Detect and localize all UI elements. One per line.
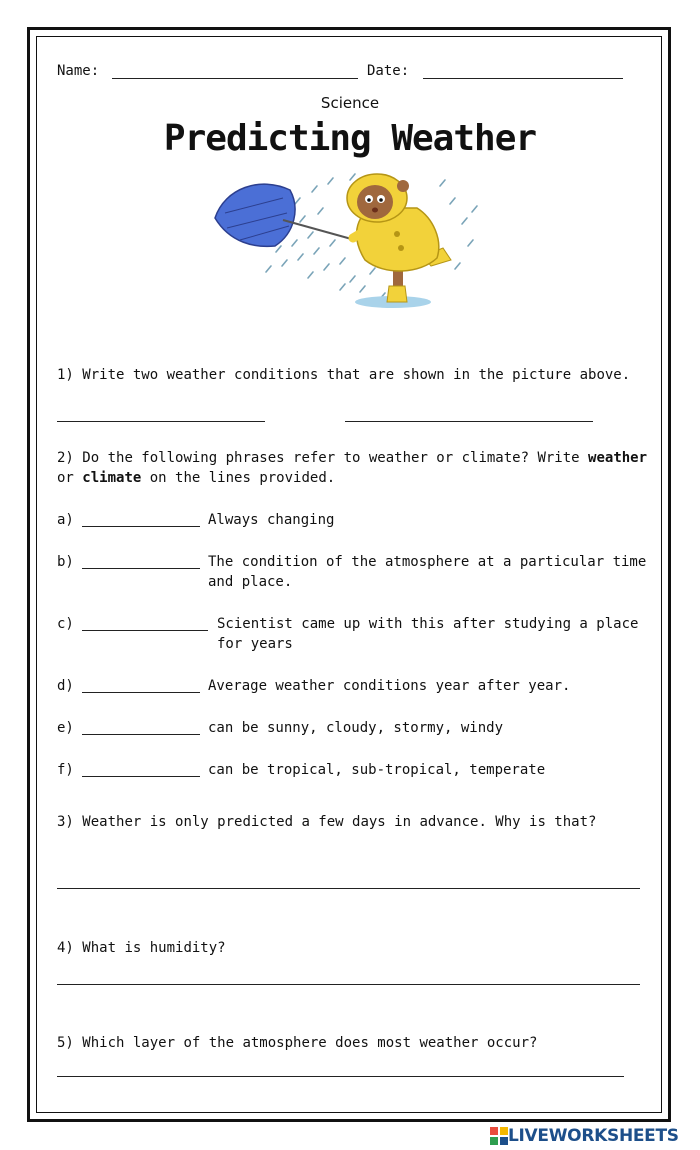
question-4-number: 4) (57, 940, 74, 956)
question-2-keyword-weather: weather (588, 450, 648, 466)
item-e-answer-line[interactable] (82, 734, 200, 735)
question-3-number: 3) (57, 814, 74, 830)
item-c-text-cont: for years (217, 636, 293, 652)
question-2-line-2 (57, 468, 335, 488)
item-d-text: Average weather conditions year after year. (208, 678, 571, 694)
question-1-number: 1) (57, 367, 74, 383)
date-label: Date: (367, 63, 410, 79)
question-3 (57, 812, 596, 832)
question-2-number: 2) (57, 450, 74, 466)
question-4-text: What is humidity? (82, 940, 226, 956)
question-2-keyword-climate: climate (82, 470, 142, 486)
question-5-answer-line[interactable] (57, 1076, 624, 1077)
question-3-answer-line[interactable] (57, 888, 640, 889)
item-a-letter: a) (57, 512, 74, 528)
item-c-letter: c) (57, 616, 74, 632)
question-5 (57, 1033, 537, 1053)
item-c-answer-line[interactable] (82, 630, 208, 631)
date-answer-line[interactable] (423, 78, 623, 79)
item-c-text: Scientist came up with this after studying a place (217, 616, 639, 632)
question-4 (57, 938, 226, 958)
item-d-answer-line[interactable] (82, 692, 200, 693)
question-2 (57, 448, 647, 468)
item-a-text: Always changing (208, 512, 335, 528)
item-b-answer-line[interactable] (82, 568, 200, 569)
page-title: Predicting Weather (163, 118, 537, 159)
question-2-text-end: on the lines provided. (149, 470, 336, 486)
liveworksheets-logo-icon (490, 1127, 508, 1145)
name-label: Name: (57, 63, 100, 79)
question-5-number: 5) (57, 1035, 74, 1051)
question-4-answer-line[interactable] (57, 984, 640, 985)
question-1-answer-line-1[interactable] (57, 421, 265, 422)
subject-label: Science (320, 94, 380, 112)
question-3-text: Weather is only predicted a few days in advance. Why is that? (82, 814, 597, 830)
weather-illustration-icon (205, 168, 495, 313)
name-answer-line[interactable] (112, 78, 358, 79)
item-f-letter: f) (57, 762, 74, 778)
item-a-answer-line[interactable] (82, 526, 200, 527)
item-e-letter: e) (57, 720, 74, 736)
item-b-text-cont: and place. (208, 574, 293, 590)
item-b-letter: b) (57, 554, 74, 570)
question-1-answer-line-2[interactable] (345, 421, 593, 422)
question-1 (57, 365, 630, 385)
item-f-text: can be tropical, sub-tropical, temperate (208, 762, 546, 778)
item-f-answer-line[interactable] (82, 776, 200, 777)
question-5-text: Which layer of the atmosphere does most weather occur? (82, 1035, 538, 1051)
question-1-text: Write two weather conditions that are shown in the picture above. (82, 367, 631, 383)
liveworksheets-watermark (490, 1125, 679, 1147)
item-d-letter: d) (57, 678, 74, 694)
question-2-text: Do the following phrases refer to weather or climate? Write (82, 450, 580, 466)
question-2-text-or: or (57, 470, 74, 486)
item-b-text: The condition of the atmosphere at a particular time (208, 554, 647, 570)
liveworksheets-brand: LIVEWORKSHEETS (508, 1126, 679, 1146)
item-e-text: can be sunny, cloudy, stormy, windy (208, 720, 504, 736)
